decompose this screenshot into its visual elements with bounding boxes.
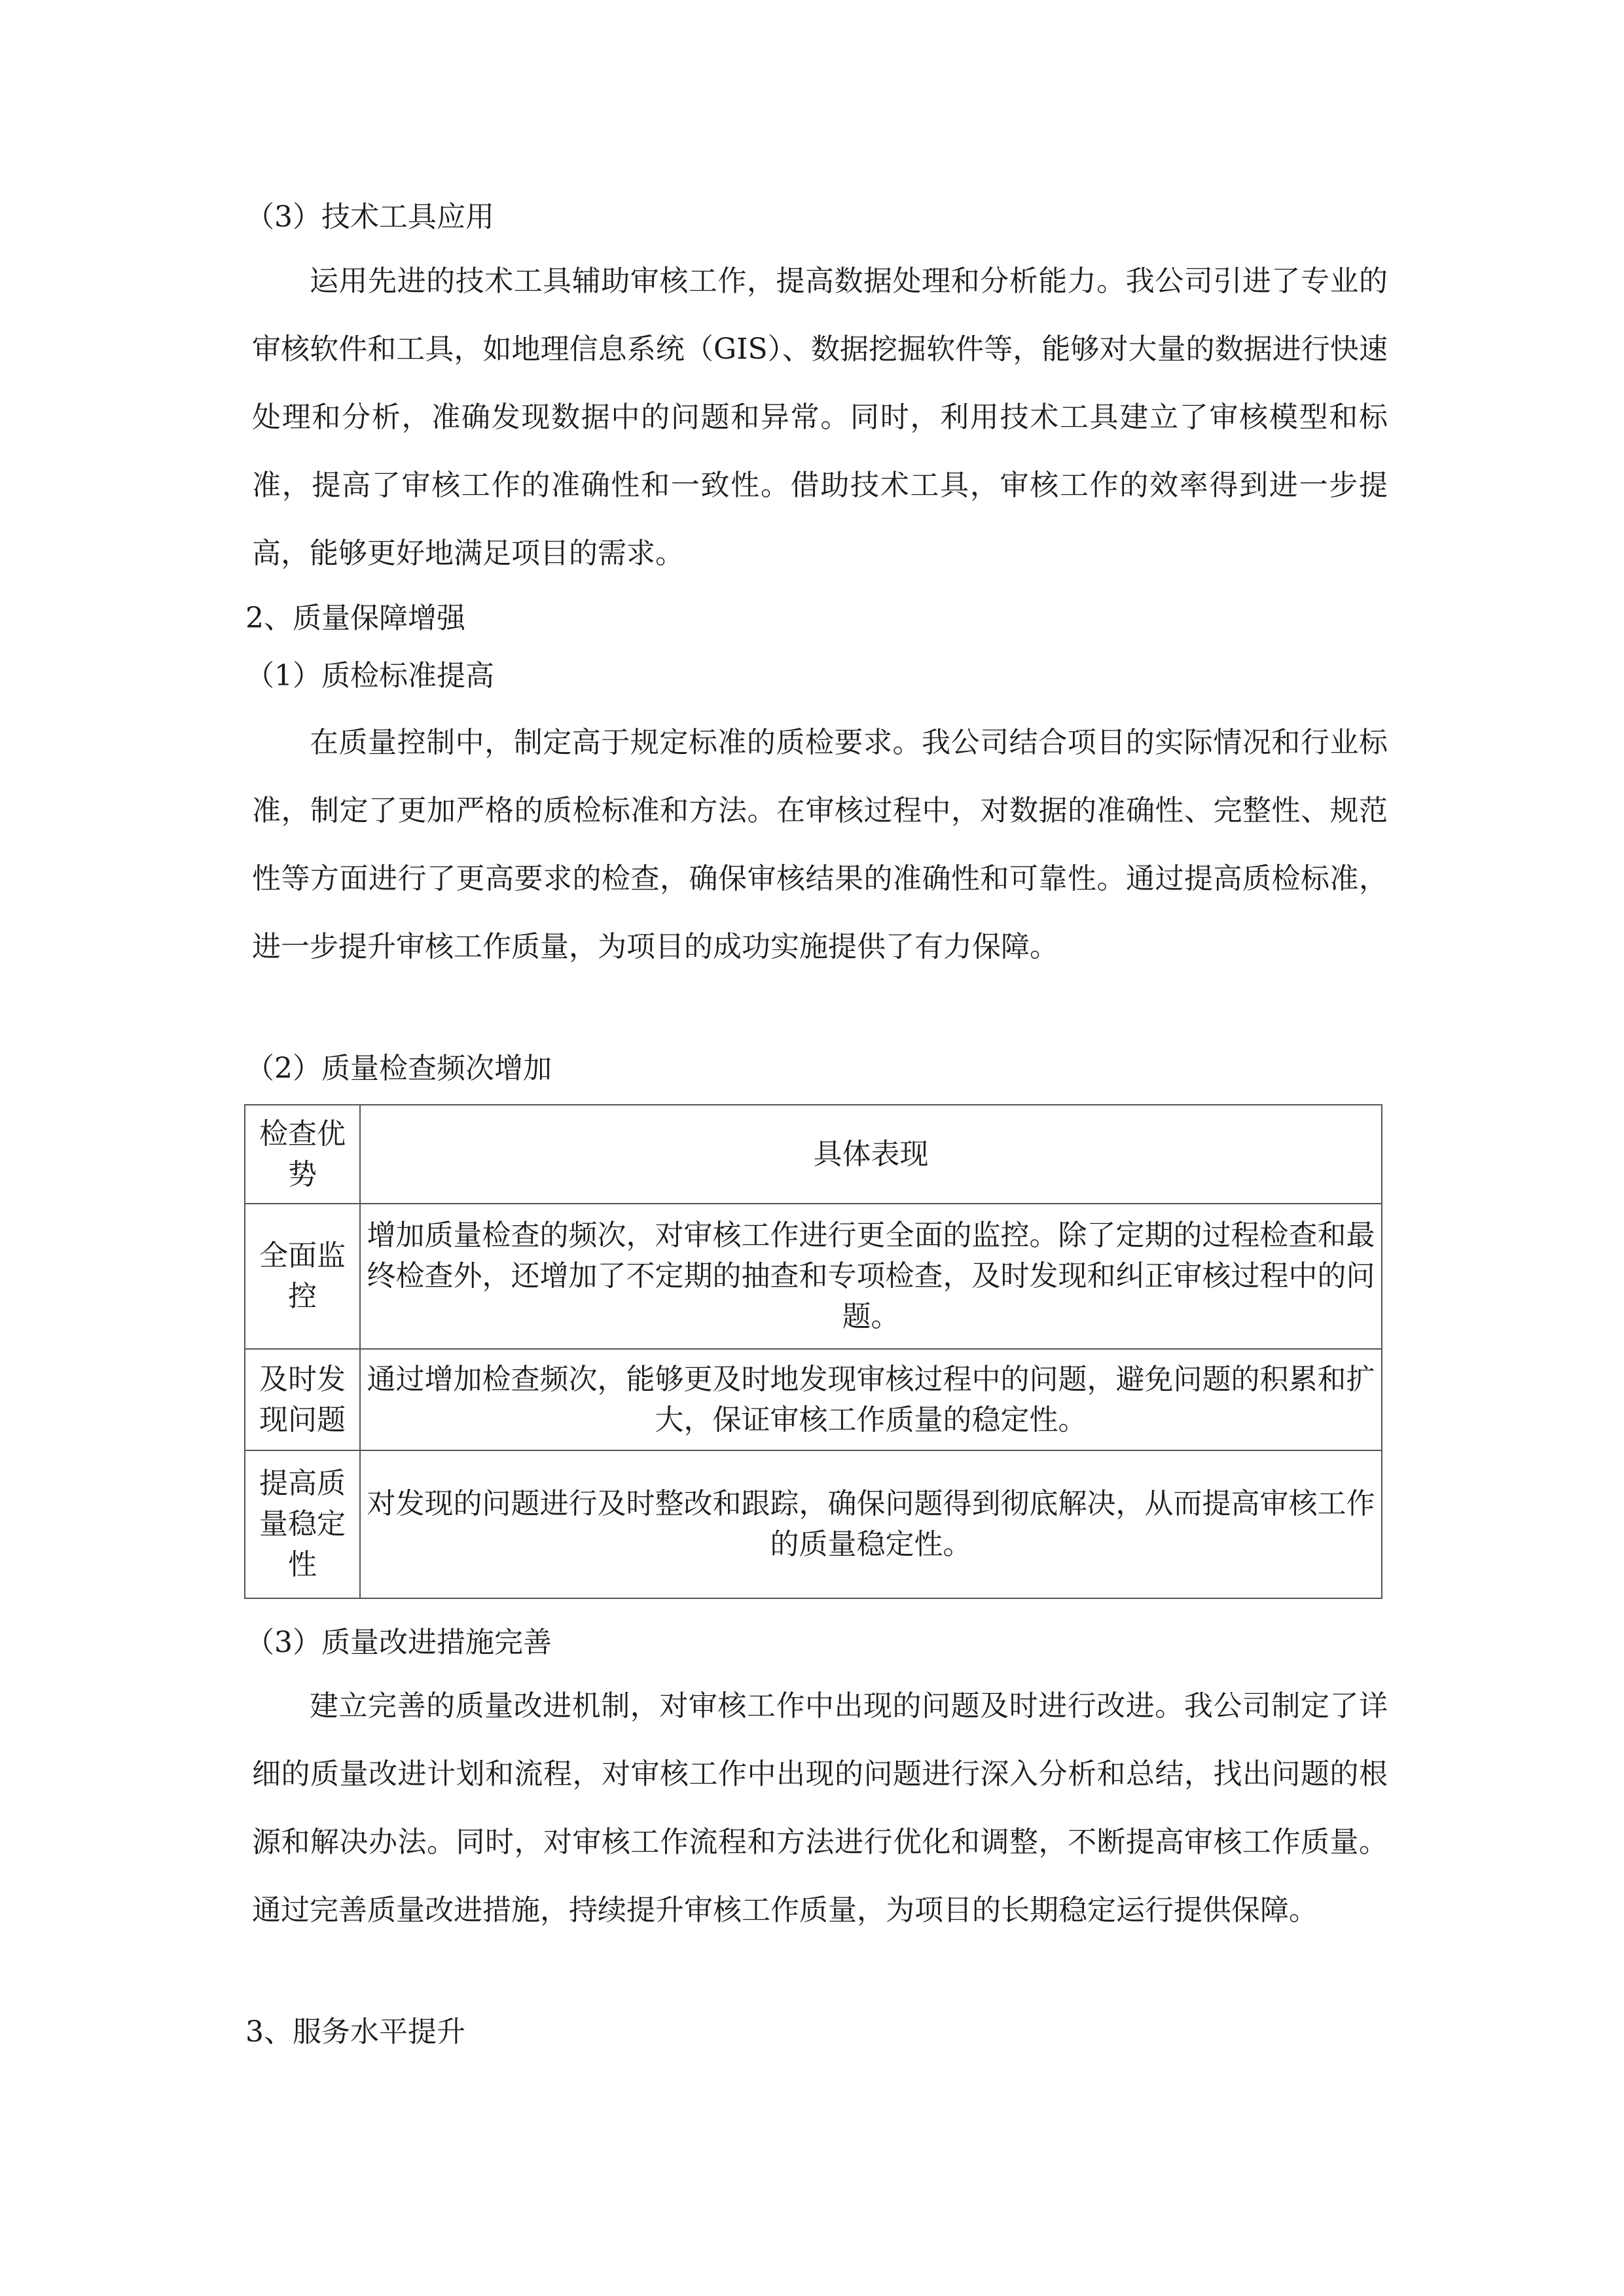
heading-qc-standard: （1）质检标准提高 bbox=[245, 659, 494, 692]
heading-improvement: （3）质量改进措施完善 bbox=[245, 1626, 552, 1659]
table-cell-advantage: 及时发现问题 bbox=[245, 1349, 360, 1450]
table-header-detail: 具体表现 bbox=[360, 1105, 1382, 1204]
heading-tech-tools: （3）技术工具应用 bbox=[245, 200, 494, 234]
table-header-row bbox=[245, 1105, 1382, 1204]
paragraph-tech-tools: 运用先进的技术工具辅助审核工作，提高数据处理和分析能力。我公司引进了专业的审核软件和工具，如地理信息系统（GIS）、数据挖掘软件等，能够对大量的数据进行快速处理和分析，准确发现数据中的问题和异常。同时，利用技术工具建立了审核模型和标准，提高了审核工作的准确性和一致性。借助技术工具，审核工作的效率得到进一步提高，能够更好地满足项目的需求。 bbox=[252, 264, 1388, 570]
table-header-advantage: 检查优势 bbox=[245, 1105, 360, 1204]
table-row bbox=[245, 1450, 1382, 1598]
heading-qc-frequency: （2）质量检查频次增加 bbox=[245, 1052, 552, 1085]
table-row bbox=[245, 1349, 1382, 1450]
paragraph-improvement: 建立完善的质量改进机制，对审核工作中出现的问题及时进行改进。我公司制定了详细的质量改进计划和流程，对审核工作中出现的问题进行深入分析和总结，找出问题的根源和解决办法。同时，对审核工作流程和方法进行优化和调整，不断提高审核工作质量。通过完善质量改进措施，持续提升审核工作质量，为项目的长期稳定运行提供保障。 bbox=[252, 1689, 1388, 1927]
table-cell-advantage: 提高质量稳定性 bbox=[245, 1450, 360, 1598]
table-cell-detail: 对发现的问题进行及时整改和跟踪，确保问题得到彻底解决，从而提高审核工作的质量稳定性。 bbox=[360, 1450, 1382, 1598]
paragraph-qc-standard: 在质量控制中，制定高于规定标准的质检要求。我公司结合项目的实际情况和行业标准，制定了更加严格的质检标准和方法。在审核过程中，对数据的准确性、完整性、规范性等方面进行了更高要求的检查，确保审核结果的准确性和可靠性。通过提高质检标准，进一步提升审核工作质量，为项目的成功实施提供了有力保障。 bbox=[252, 726, 1388, 963]
heading-quality-assurance: 2、质量保障增强 bbox=[245, 601, 465, 635]
table-row bbox=[245, 1204, 1382, 1349]
heading-service-level: 3、服务水平提升 bbox=[245, 2015, 465, 2049]
table-cell-detail: 增加质量检查的频次，对审核工作进行更全面的监控。除了定期的过程检查和最终检查外，还增加了不定期的抽查和专项检查，及时发现和纠正审核过程中的问题。 bbox=[360, 1204, 1382, 1349]
table-cell-advantage: 全面监控 bbox=[245, 1204, 360, 1349]
quality-check-table bbox=[244, 1104, 1382, 1599]
table-cell-detail: 通过增加检查频次，能够更及时地发现审核过程中的问题，避免问题的积累和扩大，保证审核工作质量的稳定性。 bbox=[360, 1349, 1382, 1450]
